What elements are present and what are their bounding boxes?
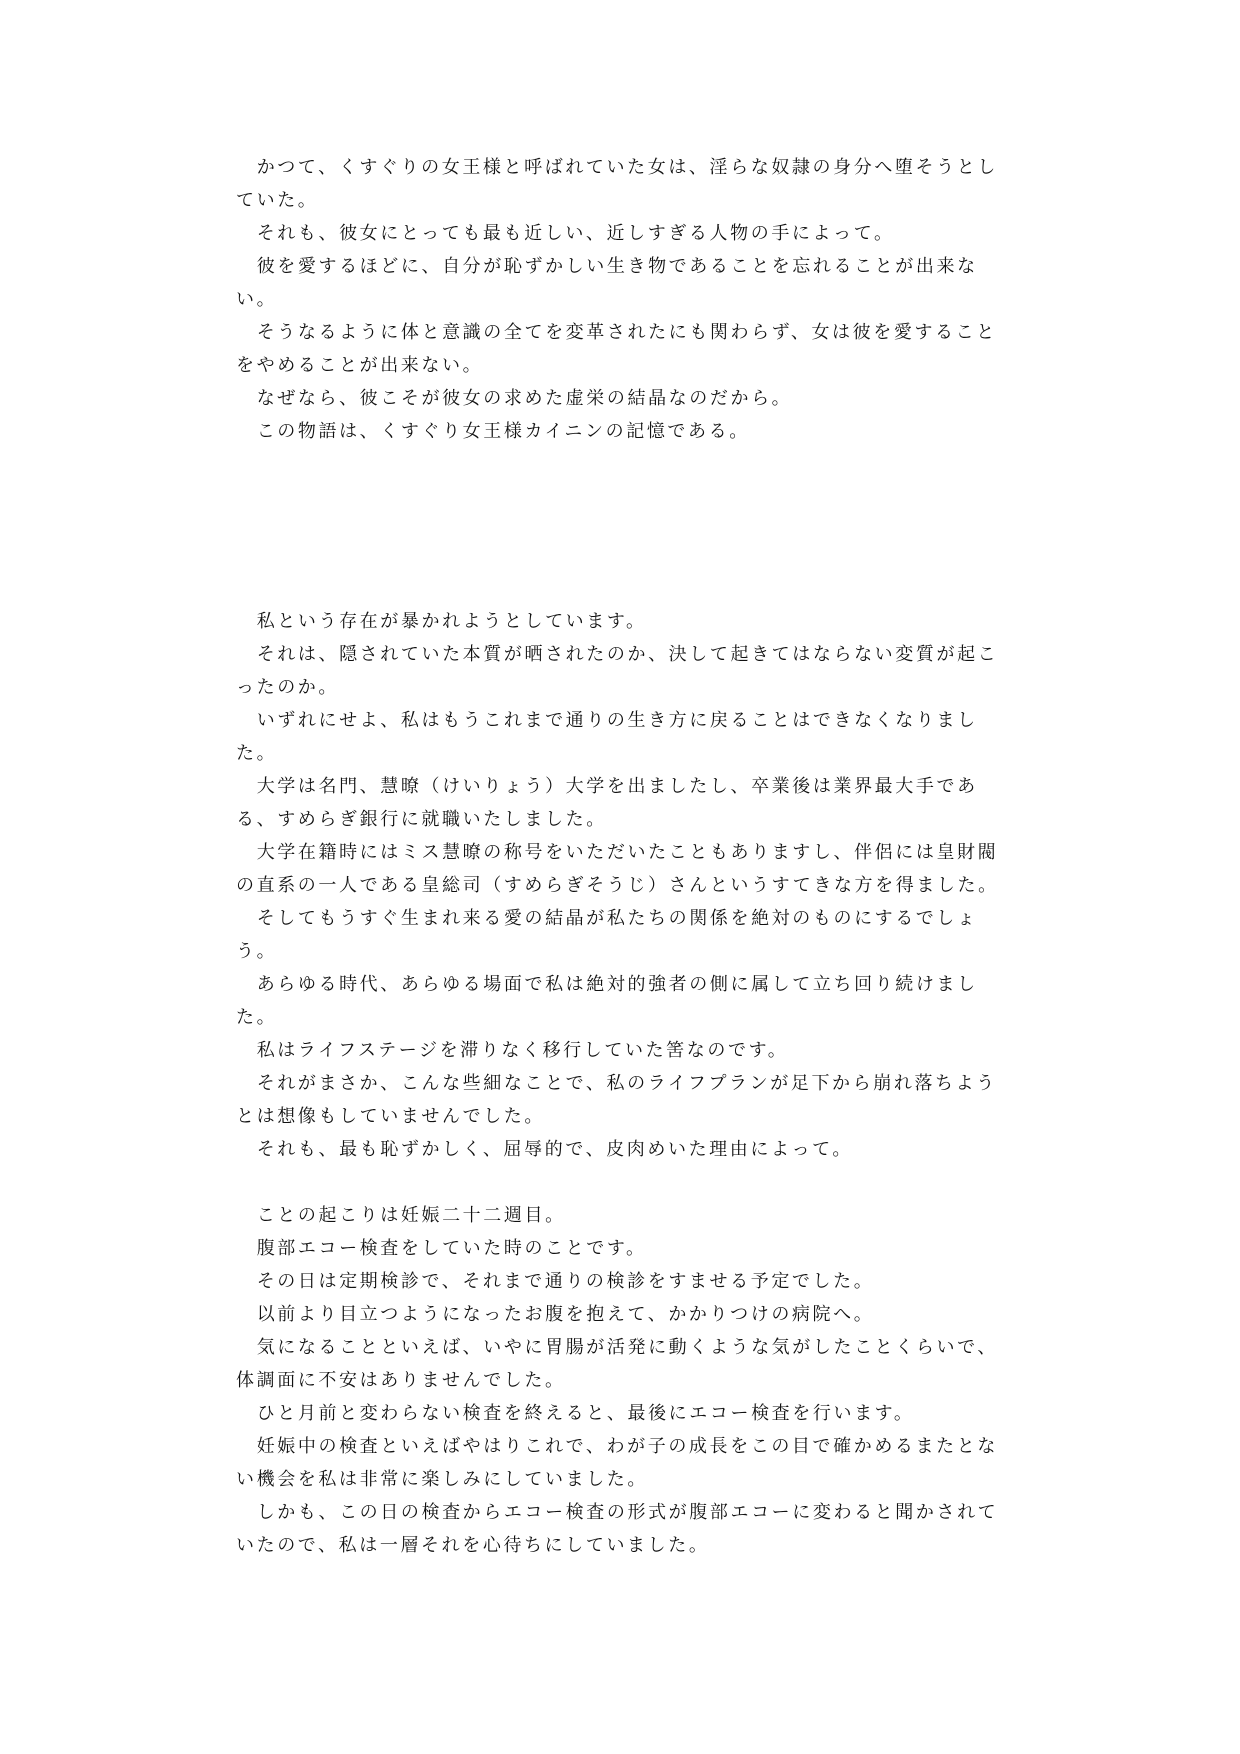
story-paragraph: それがまさか、こんな些細なことで、私のライフプランが足下から崩れ落ちようとは想像もしていませんでした。 [236, 1073, 997, 1127]
story-paragraph: 私という存在が暴かれようとしています。 [256, 611, 647, 632]
prologue-paragraph: かつて、くすぐりの女王様と呼ばれていた女は、淫らな奴隷の身分へ堕そうとしていた。 [236, 157, 998, 211]
story-paragraph: 大学は名門、慧暸（けいりょう）大学を出ましたし、卒業後は業界最大手である、すめらぎ銀行に就職いたしました。 [236, 776, 978, 830]
story-paragraph: 気になることといえば、いやに胃腸が活発に動くような気がしたことくらいで、体調面に不安はありませんでした。 [236, 1337, 998, 1391]
prologue-block [236, 151, 1008, 448]
story-paragraph: ことの起こりは妊娠二十二週目。 [256, 1205, 566, 1226]
story-paragraph: それも、最も恥ずかしく、屈辱的で、皮肉めいた理由によって。 [256, 1139, 854, 1160]
story-paragraph: そしてもうすぐ生まれ来る愛の結晶が私たちの関係を絶対のものにするでしょう。 [236, 908, 978, 962]
story-paragraph: その日は定期検診で、それまで通りの検診をすませる予定でした。 [256, 1271, 875, 1292]
section-break [236, 1166, 1008, 1199]
story-paragraph: 妊娠中の検査といえばやはりこれで、わが子の成長をこの目で確かめるまたとない機会を私は非常に楽しみにしていました。 [236, 1436, 998, 1490]
story-paragraph: 大学在籍時にはミス慧暸の称号をいただいたこともありますし、伴侶には皇財閥の直系の一人である皇総司（すめらぎそうじ）さんというすてきな方を得ました。 [236, 842, 999, 896]
story-paragraph: いずれにせよ、私はもうこれまで通りの生き方に戻ることはできなくなりました。 [236, 710, 978, 764]
prologue-paragraph: 彼を愛するほどに、自分が恥ずかしい生き物であることを忘れることが出来ない。 [236, 256, 978, 310]
story-paragraph: 腹部エコー検査をしていた時のことです。 [256, 1238, 647, 1259]
story-paragraph: 以前より目立つようになったお腹を抱えて、かかりつけの病院へ。 [256, 1304, 875, 1325]
prologue-paragraph: それも、彼女にとっても最も近しい、近しすぎる人物の手によって。 [256, 223, 895, 244]
story-paragraph: ひと月前と変わらない検査を終えると、最後にエコー検査を行います。 [256, 1403, 915, 1424]
story-paragraph: あらゆる時代、あらゆる場面で私は絶対的強者の側に属して立ち回り続けました。 [236, 974, 978, 1028]
prologue-paragraph: そうなるように体と意識の全てを変革されたにも関わらず、女は彼を愛することをやめることが出来ない。 [236, 322, 997, 376]
story-paragraph: 私はライフステージを滞りなく移行していた筈なのです。 [256, 1040, 789, 1061]
prologue-paragraph: なぜなら、彼こそが彼女の求めた虚栄の結晶なのだから。 [256, 388, 793, 409]
story-paragraph: しかも、この日の検査からエコー検査の形式が腹部エコーに変わると聞かされていたので、私は一層それを心待ちにしていました。 [236, 1502, 999, 1556]
story-paragraph: それは、隠されていた本質が晒されたのか、決して起きてはならない変質が起こったのか。 [236, 644, 999, 698]
story-block [236, 605, 1008, 1562]
prologue-paragraph: この物語は、くすぐり女王様カイニンの記憶である。 [256, 421, 750, 442]
